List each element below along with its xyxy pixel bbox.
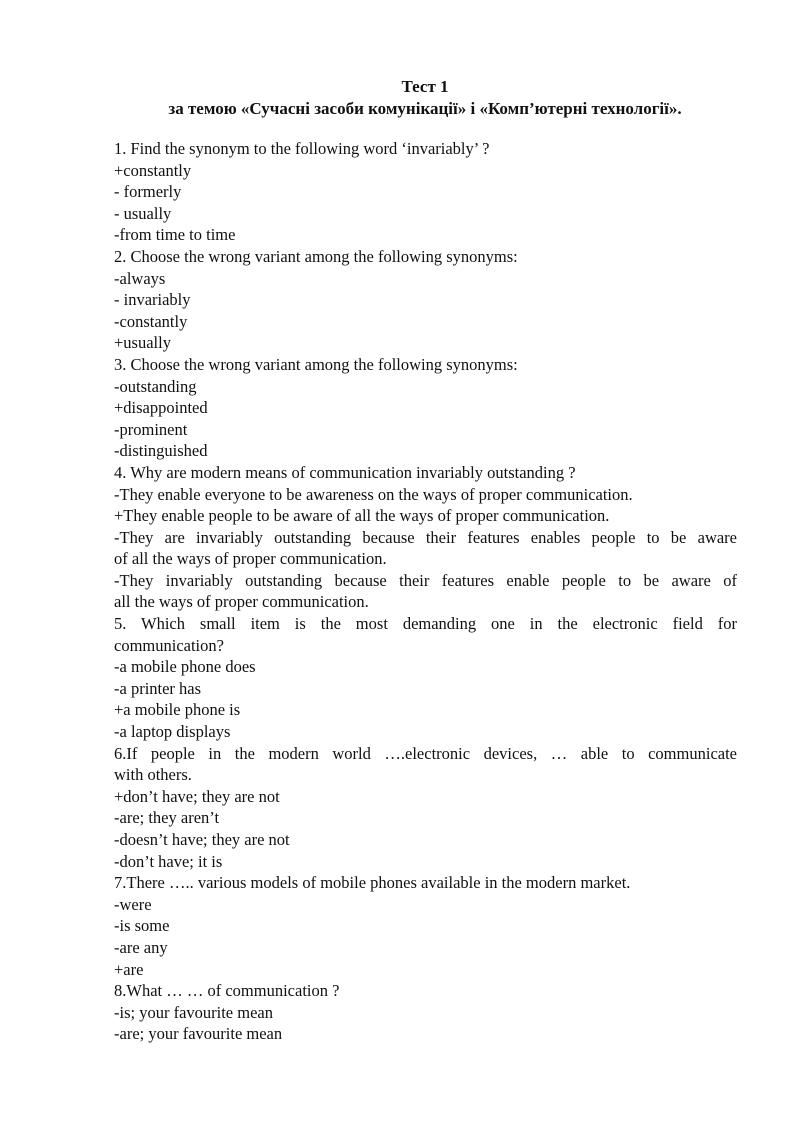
answer-option: -doesn’t have; they are not <box>114 830 290 849</box>
answer-option: +constantly <box>114 160 192 180</box>
document-subtitle: за темою «Сучасні засоби комунікації» і «Комп’ютерні технології». <box>168 98 682 118</box>
answer-option: -were <box>114 894 152 914</box>
answer-option: -from time to time <box>114 225 236 245</box>
answer-option: -They are invariably outstanding because their features enables people to be aware <box>114 527 737 547</box>
answer-option: -is; your favourite mean <box>114 1002 273 1022</box>
answer-option: - formerly <box>114 182 182 202</box>
question-5: 5. Which small item is the most demanding one in the electronic field for <box>114 614 737 634</box>
answer-option: -They invariably outstanding because their features enable people to be aware of <box>114 570 737 590</box>
answer-option: +They enable people to be aware of all the ways of proper communication. <box>114 506 610 526</box>
answer-option: +a mobile phone is <box>114 700 241 720</box>
answer-option: -distinguished <box>114 441 208 461</box>
answer-option: +disappointed <box>114 398 208 418</box>
question-8: 8.What … … of communication ? <box>114 981 340 1001</box>
question-6-continued: with others. <box>114 765 192 785</box>
answer-option: -are; your favourite mean <box>114 1024 283 1044</box>
answer-option: - invariably <box>114 290 191 310</box>
answer-option: -don’t have; it is <box>114 851 223 871</box>
answer-option: - usually <box>114 203 172 223</box>
question-3: 3. Choose the wrong variant among the following synonyms: <box>114 354 518 374</box>
answer-option: -are; they aren’t <box>114 808 220 828</box>
answer-option: -prominent <box>114 419 188 439</box>
answer-option: -outstanding <box>114 376 197 396</box>
question-7: 7.There ….. various models of mobile phones available in the modern market. <box>114 873 631 893</box>
question-6: 6.If people in the modern world ….electronic devices, … able to communicate <box>114 743 737 763</box>
answer-option: +don’t have; they are not <box>114 786 280 806</box>
answer-option: -always <box>114 268 166 288</box>
question-1: 1. Find the synonym to the following word ‘invariably’ ? <box>114 139 490 158</box>
document-title: Тест 1 <box>401 77 449 96</box>
answer-option: +usually <box>114 333 171 353</box>
question-2: 2. Choose the wrong variant among the following synonyms: <box>114 246 518 266</box>
question-5-continued: communication? <box>114 635 224 655</box>
answer-option: +are <box>114 959 144 979</box>
answer-option: -a mobile phone does <box>114 657 256 677</box>
answer-option-continued: of all the ways of proper communication. <box>114 549 387 569</box>
answer-option: -is some <box>114 916 170 936</box>
test-questions <box>114 138 737 1045</box>
answer-option: -constantly <box>114 311 188 331</box>
answer-option: -a laptop displays <box>114 722 231 742</box>
answer-option: -They enable everyone to be awareness on the ways of proper communication. <box>114 484 633 504</box>
question-4: 4. Why are modern means of communication invariably outstanding ? <box>114 462 576 482</box>
document-header <box>0 76 794 119</box>
answer-option: -a printer has <box>114 678 202 698</box>
answer-option: -are any <box>114 937 168 957</box>
answer-option-continued: all the ways of proper communication. <box>114 592 369 612</box>
